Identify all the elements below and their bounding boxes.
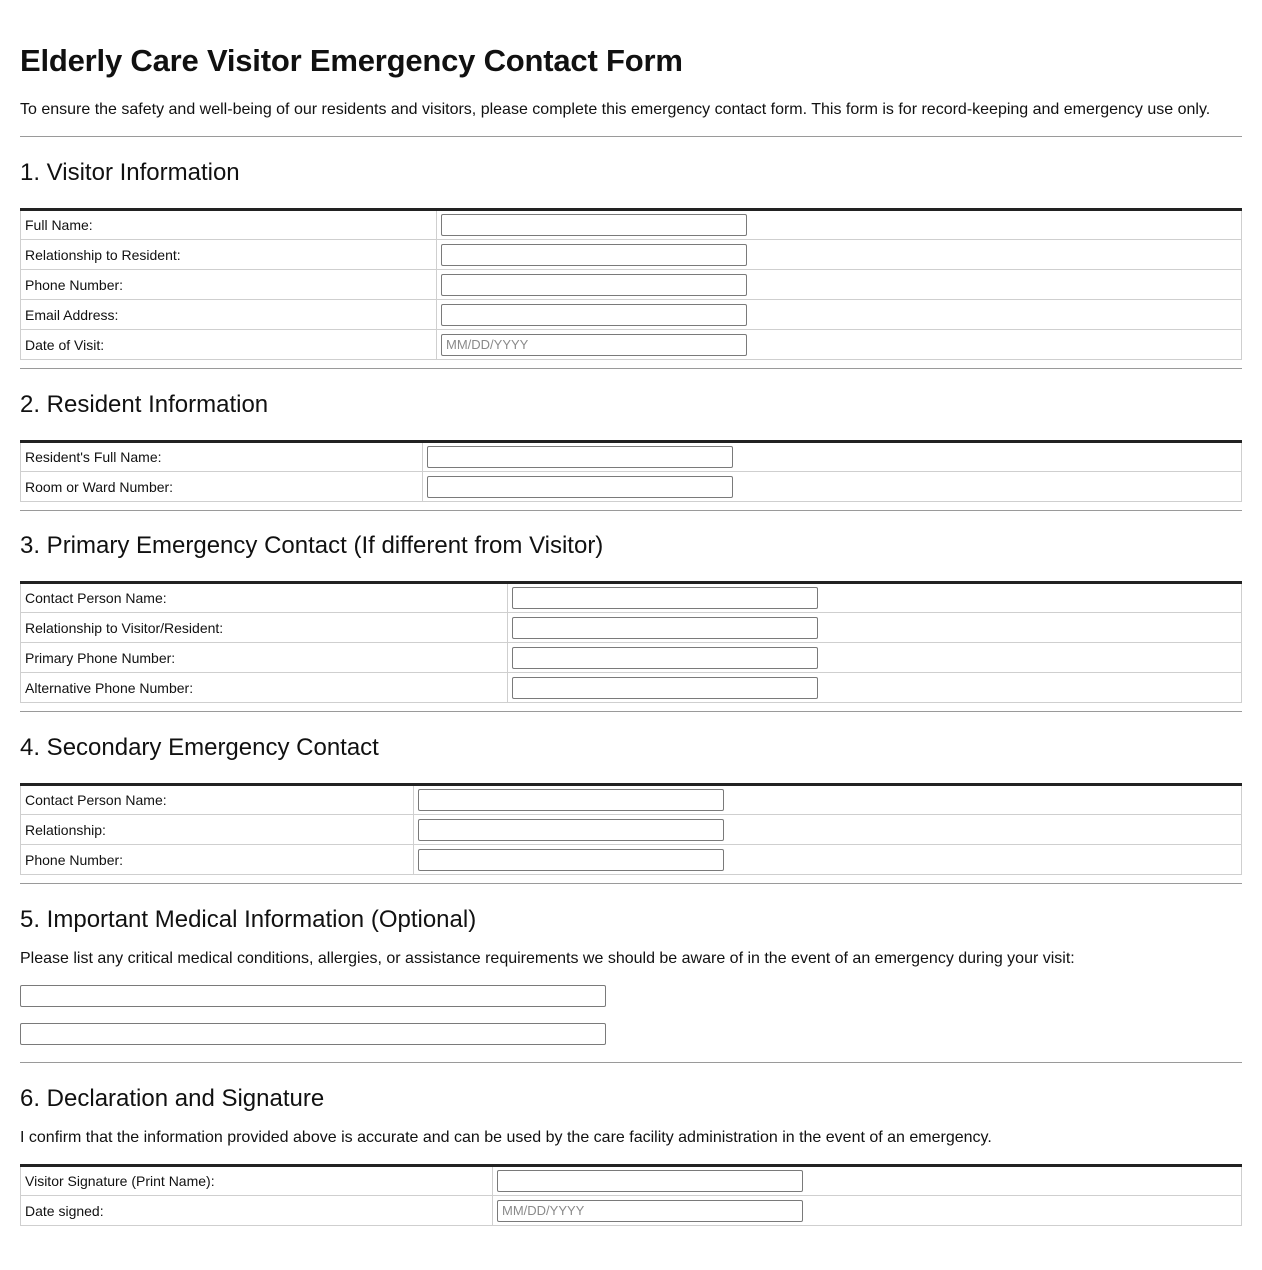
field-label: Relationship to Visitor/Resident: [21, 613, 508, 643]
intro-text: To ensure the safety and well-being of our residents and visitors, please complete this emergency contact form. This form is for record-keeping and emergency use only. [20, 101, 1211, 118]
room-ward-number-input[interactable] [427, 476, 733, 498]
table-row [21, 845, 1242, 875]
visitor-full-name-input[interactable] [441, 214, 747, 236]
field-label: Phone Number: [21, 270, 437, 300]
primary-contact-relationship-input[interactable] [512, 617, 818, 639]
visitor-email-input[interactable] [441, 304, 747, 326]
field-label: Phone Number: [21, 845, 414, 875]
table-row [21, 1196, 1242, 1226]
section-heading-secondary-contact: 4. Secondary Emergency Contact [20, 734, 379, 761]
signature-table [20, 1164, 1242, 1226]
section-heading-medical: 5. Important Medical Information (Optional) [20, 906, 477, 933]
field-label: Email Address: [21, 300, 437, 330]
primary-contact-table [20, 581, 1242, 703]
field-label: Contact Person Name: [21, 583, 508, 613]
table-row [21, 300, 1242, 330]
declaration-text: I confirm that the information provided above is accurate and can be used by the care facility administration in the event of an emergency. [20, 1129, 992, 1146]
table-row [21, 330, 1242, 360]
secondary-contact-table [20, 783, 1242, 875]
table-row [21, 815, 1242, 845]
resident-info-table [20, 440, 1242, 502]
table-row [21, 785, 1242, 815]
field-label: Contact Person Name: [21, 785, 414, 815]
page-title: Elderly Care Visitor Emergency Contact Form [20, 43, 683, 78]
primary-contact-name-input[interactable] [512, 587, 818, 609]
medical-instructions: Please list any critical medical conditions, allergies, or assistance requirements we should be aware of in the event of an emergency during your visit: [20, 950, 1075, 967]
field-label: Primary Phone Number: [21, 643, 508, 673]
field-label: Date signed: [21, 1196, 493, 1226]
section-heading-visitor: 1. Visitor Information [20, 159, 240, 186]
date-signed-input[interactable] [497, 1200, 803, 1222]
field-label: Resident's Full Name: [21, 442, 423, 472]
medical-info-line-1[interactable] [20, 985, 606, 1007]
section-heading-declaration: 6. Declaration and Signature [20, 1085, 325, 1112]
section-heading-primary-contact: 3. Primary Emergency Contact (If different from Visitor) [20, 532, 604, 559]
field-label: Room or Ward Number: [21, 472, 423, 502]
field-label: Relationship to Resident: [21, 240, 437, 270]
visitor-phone-input[interactable] [441, 274, 747, 296]
visit-date-input[interactable] [441, 334, 747, 356]
table-row [21, 210, 1242, 240]
table-row [21, 643, 1242, 673]
table-row [21, 442, 1242, 472]
field-label: Alternative Phone Number: [21, 673, 508, 703]
signature-name-input[interactable] [497, 1170, 803, 1192]
table-row [21, 1166, 1242, 1196]
section-heading-resident: 2. Resident Information [20, 391, 269, 418]
secondary-phone-input[interactable] [418, 849, 724, 871]
medical-info-line-2[interactable] [20, 1023, 606, 1045]
visitor-info-table [20, 208, 1242, 360]
field-label: Visitor Signature (Print Name): [21, 1166, 493, 1196]
resident-full-name-input[interactable] [427, 446, 733, 468]
secondary-contact-name-input[interactable] [418, 789, 724, 811]
field-label: Date of Visit: [21, 330, 437, 360]
table-row [21, 270, 1242, 300]
table-row [21, 472, 1242, 502]
primary-phone-input[interactable] [512, 647, 818, 669]
visitor-relationship-input[interactable] [441, 244, 747, 266]
field-label: Full Name: [21, 210, 437, 240]
table-row [21, 613, 1242, 643]
secondary-relationship-input[interactable] [418, 819, 724, 841]
alternative-phone-input[interactable] [512, 677, 818, 699]
table-row [21, 240, 1242, 270]
table-row [21, 583, 1242, 613]
table-row [21, 673, 1242, 703]
field-label: Relationship: [21, 815, 414, 845]
